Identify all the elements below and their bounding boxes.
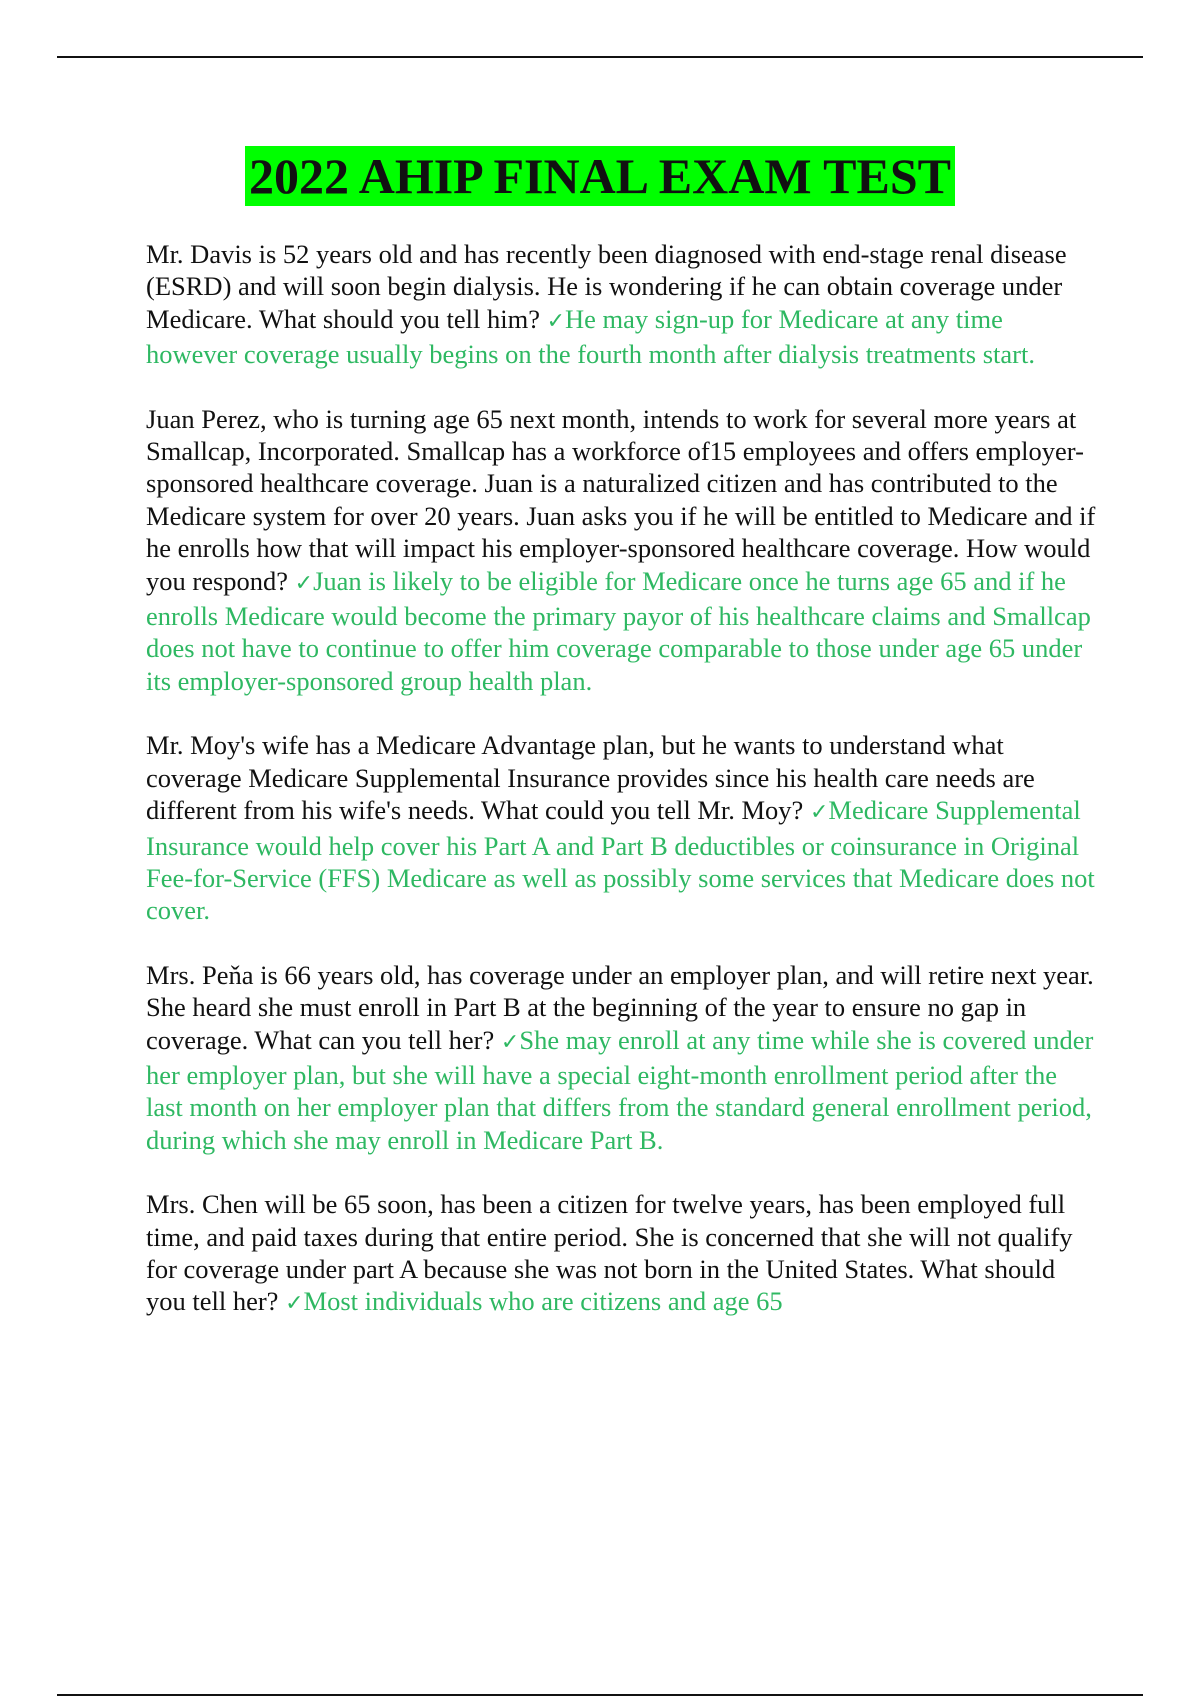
qa-item bbox=[146, 403, 1096, 698]
answer-text: Juan is likely to be eligible for Medicare once he turns age 65 and if he enrolls Medicare would become the primary payor of his healthcare claims and Smallcap does not have to continue to offer him coverage comparable to those under age 65 under its employer-sponsored group health plan. bbox=[146, 565, 1091, 696]
answer-text: Most individuals who are citizens and age 65 bbox=[303, 1286, 783, 1317]
answer-text: Medicare Supplemental Insurance would help cover his Part A and Part B deductibles or coinsurance in Original Fee-for-Service (FFS) Medicare as well as possibly some services that Medicare does not cover. bbox=[146, 795, 1095, 926]
question-text: Juan Perez, who is turning age 65 next month, intends to work for several more years at Smallcap, Incorporated. Smallcap has a workforce of15 employees and offers employer-sponsored healthcare coverage. Juan is a naturalized citizen and has contributed to the Medicare system for over 20 years. Juan asks you if he will be entitled to Medicare and if he enrolls how that will impact his employer-sponsored healthcare coverage. How would you respond? bbox=[146, 403, 1096, 596]
top-rule bbox=[57, 56, 1143, 58]
qa-item bbox=[146, 729, 1096, 926]
question-text: Mrs. Peňa is 66 years old, has coverage under an employer plan, and will retire next year. She heard she must enroll in Part B at the beginning of the year to ensure no gap in coverage. What can you tell her? bbox=[146, 959, 1094, 1055]
checkmark-icon: ✓ bbox=[809, 800, 829, 826]
qa-list bbox=[146, 238, 1096, 1353]
checkmark-icon: ✓ bbox=[500, 1029, 520, 1055]
checkmark-icon: ✓ bbox=[294, 570, 314, 596]
question-text: Mr. Davis is 52 years old and has recently been diagnosed with end-stage renal disease (ESRD) and will soon begin dialysis. He is wondering if he can obtain coverage under Medicare. What should you tell him? bbox=[146, 239, 1067, 334]
document-title: 2022 AHIP FINAL EXAM TEST bbox=[245, 146, 955, 206]
checkmark-icon: ✓ bbox=[285, 1291, 304, 1317]
answer-text: He may sign-up for Medicare at any time however coverage usually begins on the fourth month after dialysis treatments start. bbox=[146, 303, 1035, 370]
bottom-rule bbox=[57, 1694, 1143, 1696]
qa-item bbox=[146, 959, 1096, 1156]
qa-item bbox=[146, 1188, 1096, 1321]
checkmark-icon: ✓ bbox=[546, 308, 566, 334]
question-text: Mr. Moy's wife has a Medicare Advantage plan, but he wants to understand what coverage Medicare Supplemental Insurance provides since his health care needs are different from his wife's needs. What could you tell Mr. Moy? bbox=[146, 730, 1035, 826]
title-container bbox=[0, 146, 1200, 206]
answer-text: She may enroll at any time while she is covered under her employer plan, but she will have a special eight-month enrollment period after the last month on her employer plan that differs from the standard general enrollment period, during which she may enroll in Medicare Part B. bbox=[146, 1024, 1094, 1155]
qa-item bbox=[146, 238, 1096, 371]
question-text: Mrs. Chen will be 65 soon, has been a citizen for twelve years, has been employed full time, and paid taxes during that entire period. She is concerned that she will not qualify for coverage under part A because she was not born in the United States. What should you tell her? bbox=[146, 1189, 1073, 1317]
